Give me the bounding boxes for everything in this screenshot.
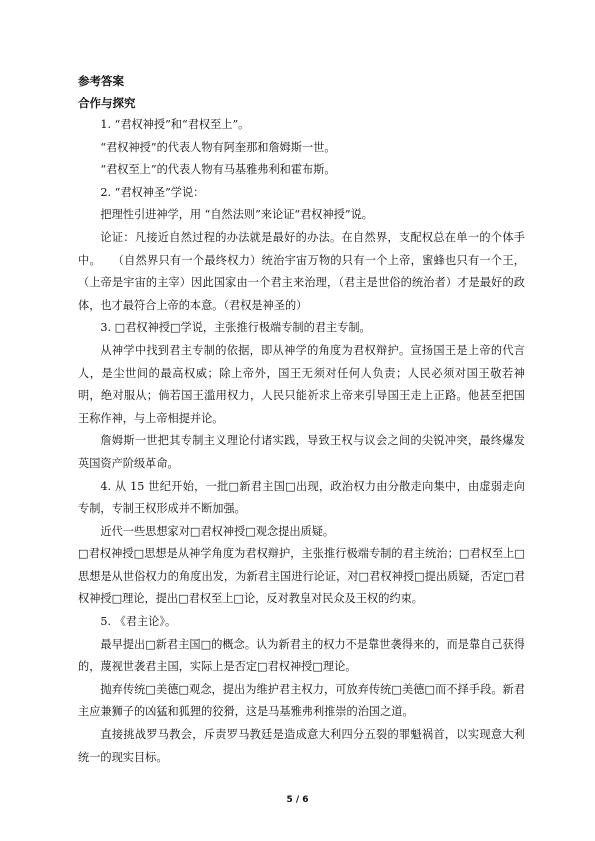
section-heading: 合作与探究	[78, 96, 136, 110]
answer-4-detail: □君权神授□思想是从神学角度为君权辩护，主张推行极端专制的君主统治；□君权至上□思想是从世俗权力的角度出发，为新君主国进行论证，对□君权神授□提出质疑，否定□君权神授□理论，提出□君权至上□论，反对教皇对民众及王权的约束。	[78, 547, 525, 606]
answer-5: 5. 《君主论》。	[100, 615, 177, 629]
answer-1-detail-a: “君权神授”的代表人物有阿奎那和詹姆斯一世。	[100, 140, 336, 154]
answer-2-argument: 论证：凡接近自然过程的办法就是最好的办法。在自然界，支配权总在单一的个体手中。 （自然界只有一个最终权力）统治宇宙万物的只有一个上帝，蜜蜂也只有一个王，（上帝是宇宙的主宰）因此国家由一个君主来治理，（君主是世俗的统治者）才是最好的政体，也才最符合上帝的本意。（君权是神圣的）	[78, 230, 525, 312]
page-content	[78, 70, 525, 769]
answer-1: 1. “君权神授”和“君权至上”。	[100, 118, 250, 131]
answer-heading: 参考答案	[78, 74, 124, 88]
answer-4-question: 近代一些思想家对□君权神授□观念提出质疑。	[100, 524, 335, 538]
answer-3-practice: 詹姆斯一世把其专制主义理论付诸实践，导致王权与议会之间的尖锐冲突，最终爆发英国资产阶级革命。	[78, 434, 525, 470]
answer-4: 4. 从 15 世纪开始，一批□新君主国□出现，政治权力由分散走向集中，由虚弱走向专制，专制王权形成并不断加强。	[78, 479, 525, 516]
answer-3-detail: 从神学中找到君主专制的依据，即从神学的角度为君权辩护。宣扬国王是上帝的代言人，是尘世间的最高权威；除上帝外，国王无须对任何人负责；人民必须对国王敬若神明，绝对服从；倘若国王滥用权力，人民只能祈求上帝来引导国王走上正路。他甚至把国王称作神，与上帝相提并论。	[78, 343, 525, 425]
answer-5-point-b: 抛弃传统□美德□观念，提出为维护君主权力，可放弃传统□美德□而不择手段。新君主应兼狮子的凶猛和狐狸的狡猾，这是马基雅弗利推崇的治国之道。	[78, 682, 525, 719]
answer-2: 2. “君权神圣”学说：	[100, 185, 205, 199]
answer-1-detail-b: “君权至上”的代表人物有马基雅弗利和霍布斯。	[100, 163, 336, 177]
answer-5-point-a: 最早提出□新君主国□的概念。认为新君主的权力不是靠世袭得来的，而是靠自己获得的，蔑视世袭君主国，实际上是否定□君权神授□理论。	[78, 637, 525, 674]
answer-2-detail: 把理性引进神学，用 “自然法则”来论证“君权神授”说。	[100, 208, 373, 222]
page-number: 5 / 6	[286, 795, 309, 805]
answer-5-point-c: 直接挑战罗马教会，斥责罗马教廷是造成意大利四分五裂的罪魁祸首，以实现意大利统一的现实目标。	[78, 728, 525, 764]
answer-3: 3. □君权神授□学说，主张推行极端专制的君主专制。	[100, 321, 371, 335]
